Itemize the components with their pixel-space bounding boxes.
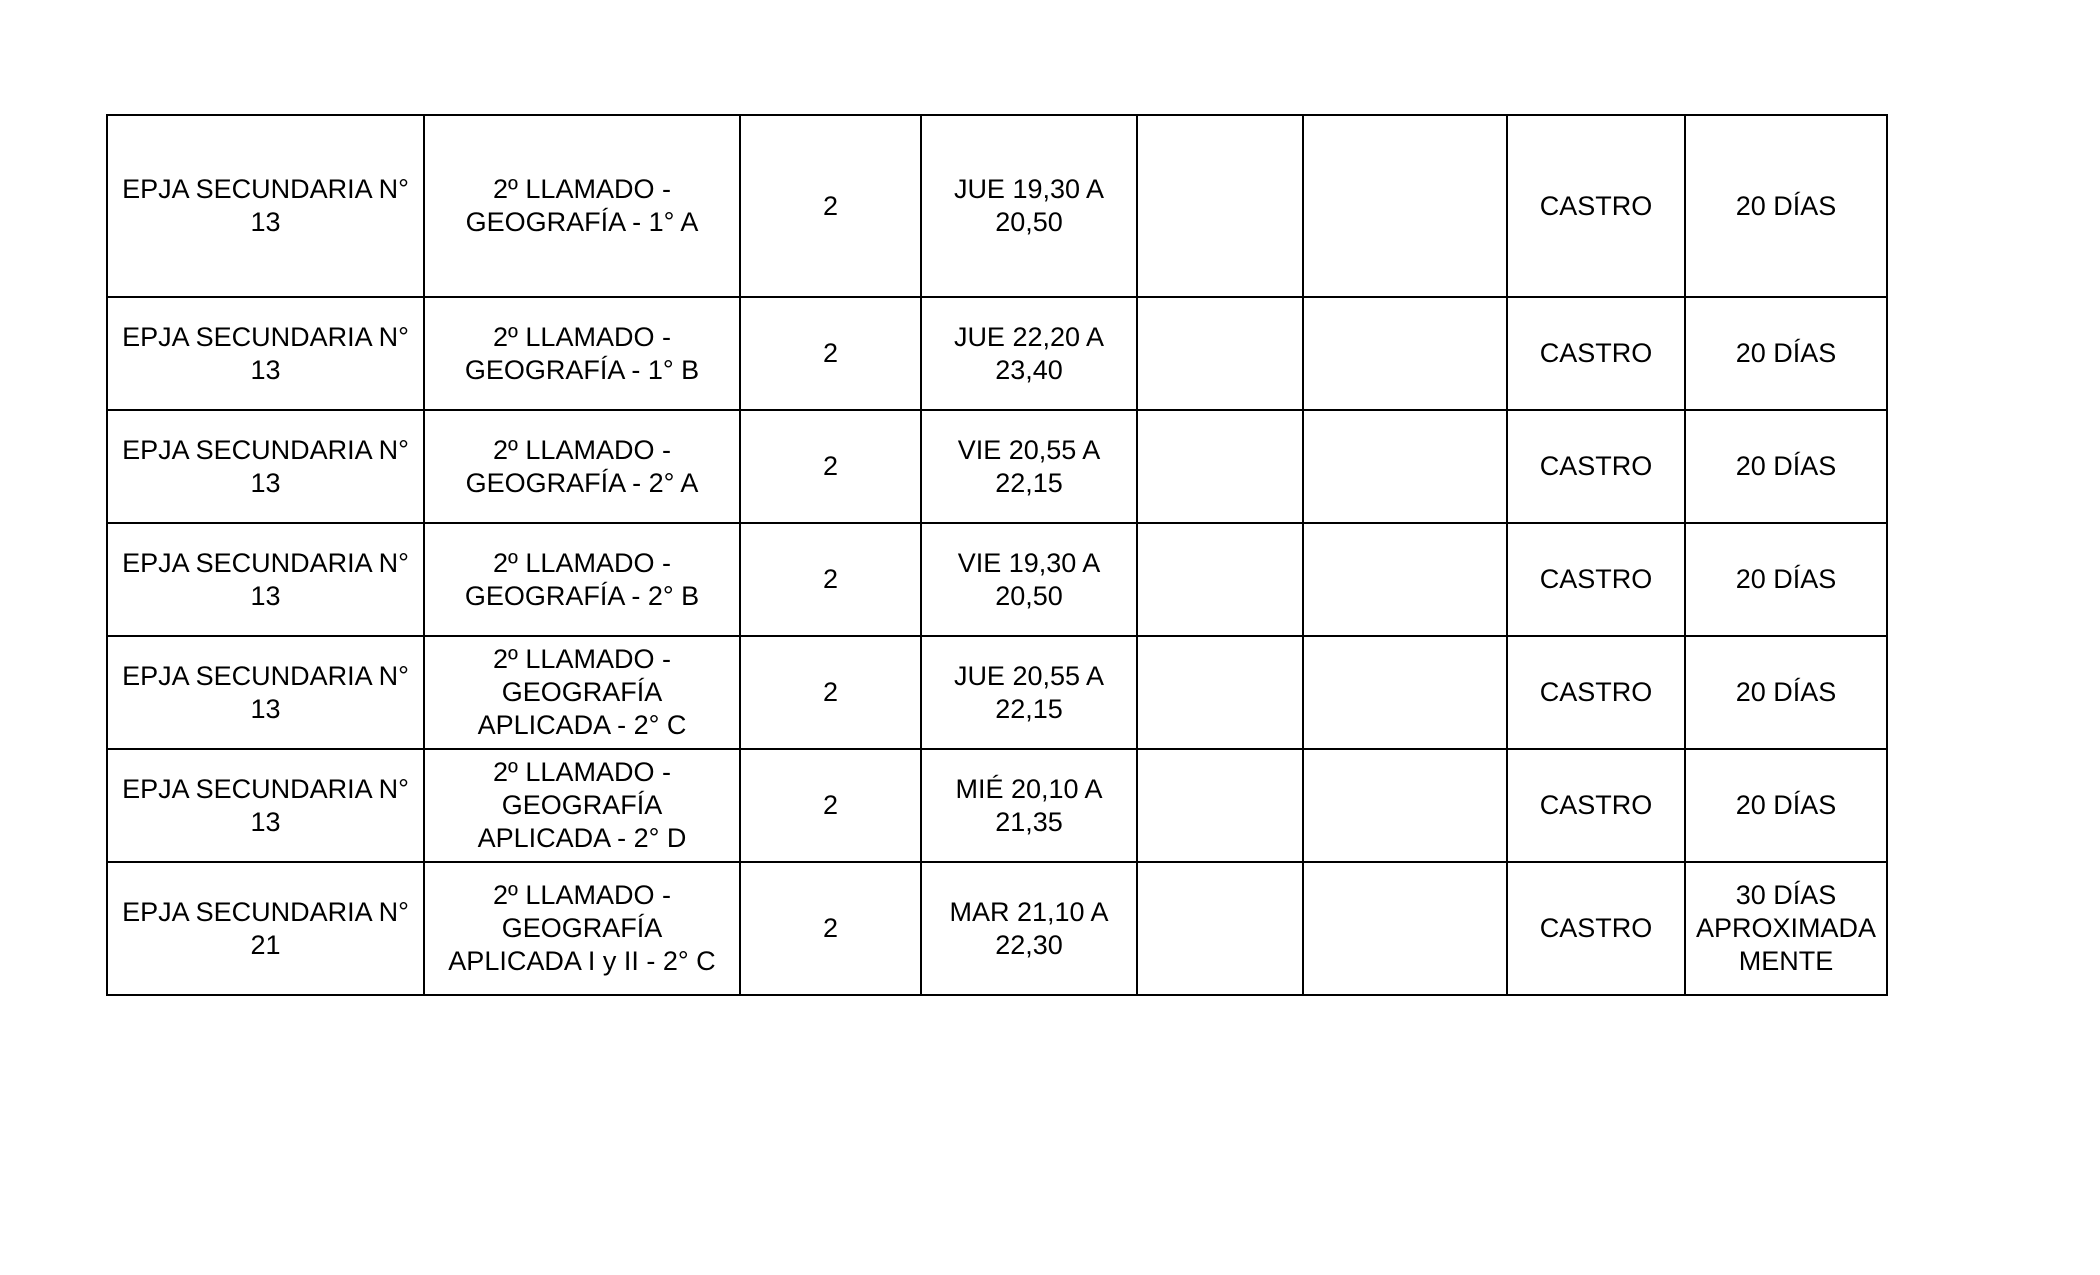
schedule-cell: MAR 21,10 A 22,30 bbox=[921, 862, 1137, 995]
school-cell: EPJA SECUNDARIA N° 21 bbox=[107, 862, 424, 995]
subject-cell: 2º LLAMADO - GEOGRAFÍA APLICADA I y II - 2° C bbox=[424, 862, 740, 995]
subject-cell: 2º LLAMADO - GEOGRAFÍA APLICADA - 2° C bbox=[424, 636, 740, 749]
empty-cell bbox=[1137, 297, 1303, 410]
duration-cell: 20 DÍAS bbox=[1685, 115, 1887, 297]
locality-cell: CASTRO bbox=[1507, 523, 1685, 636]
duration-cell: 20 DÍAS bbox=[1685, 523, 1887, 636]
vacancy-table bbox=[106, 114, 1888, 996]
hours-cell: 2 bbox=[740, 297, 921, 410]
schedule-cell: VIE 20,55 A 22,15 bbox=[921, 410, 1137, 523]
schedule-cell: VIE 19,30 A 20,50 bbox=[921, 523, 1137, 636]
empty-cell bbox=[1137, 115, 1303, 297]
table-body bbox=[107, 115, 1887, 995]
subject-cell: 2º LLAMADO - GEOGRAFÍA - 1° B bbox=[424, 297, 740, 410]
subject-cell: 2º LLAMADO - GEOGRAFÍA - 2° A bbox=[424, 410, 740, 523]
hours-cell: 2 bbox=[740, 115, 921, 297]
table-row bbox=[107, 862, 1887, 995]
table-row bbox=[107, 749, 1887, 862]
subject-cell: 2º LLAMADO - GEOGRAFÍA - 2° B bbox=[424, 523, 740, 636]
locality-cell: CASTRO bbox=[1507, 297, 1685, 410]
duration-cell: 20 DÍAS bbox=[1685, 297, 1887, 410]
school-cell: EPJA SECUNDARIA N° 13 bbox=[107, 115, 424, 297]
table-row bbox=[107, 297, 1887, 410]
locality-cell: CASTRO bbox=[1507, 749, 1685, 862]
hours-cell: 2 bbox=[740, 636, 921, 749]
duration-cell: 30 DÍAS APROXIMADA MENTE bbox=[1685, 862, 1887, 995]
schedule-cell: JUE 19,30 A 20,50 bbox=[921, 115, 1137, 297]
empty-cell bbox=[1303, 410, 1507, 523]
locality-cell: CASTRO bbox=[1507, 862, 1685, 995]
empty-cell bbox=[1303, 862, 1507, 995]
table-row bbox=[107, 636, 1887, 749]
schedule-cell: JUE 20,55 A 22,15 bbox=[921, 636, 1137, 749]
table-row bbox=[107, 410, 1887, 523]
school-cell: EPJA SECUNDARIA N° 13 bbox=[107, 297, 424, 410]
table-row bbox=[107, 523, 1887, 636]
empty-cell bbox=[1137, 636, 1303, 749]
empty-cell bbox=[1303, 115, 1507, 297]
empty-cell bbox=[1137, 862, 1303, 995]
empty-cell bbox=[1137, 523, 1303, 636]
school-cell: EPJA SECUNDARIA N° 13 bbox=[107, 410, 424, 523]
school-cell: EPJA SECUNDARIA N° 13 bbox=[107, 749, 424, 862]
empty-cell bbox=[1303, 523, 1507, 636]
table-row bbox=[107, 115, 1887, 297]
empty-cell bbox=[1137, 410, 1303, 523]
subject-cell: 2º LLAMADO - GEOGRAFÍA APLICADA - 2° D bbox=[424, 749, 740, 862]
duration-cell: 20 DÍAS bbox=[1685, 636, 1887, 749]
locality-cell: CASTRO bbox=[1507, 636, 1685, 749]
duration-cell: 20 DÍAS bbox=[1685, 749, 1887, 862]
locality-cell: CASTRO bbox=[1507, 115, 1685, 297]
hours-cell: 2 bbox=[740, 749, 921, 862]
hours-cell: 2 bbox=[740, 862, 921, 995]
locality-cell: CASTRO bbox=[1507, 410, 1685, 523]
school-cell: EPJA SECUNDARIA N° 13 bbox=[107, 523, 424, 636]
empty-cell bbox=[1303, 297, 1507, 410]
hours-cell: 2 bbox=[740, 523, 921, 636]
school-cell: EPJA SECUNDARIA N° 13 bbox=[107, 636, 424, 749]
empty-cell bbox=[1137, 749, 1303, 862]
subject-cell: 2º LLAMADO - GEOGRAFÍA - 1° A bbox=[424, 115, 740, 297]
duration-cell: 20 DÍAS bbox=[1685, 410, 1887, 523]
schedule-cell: MIÉ 20,10 A 21,35 bbox=[921, 749, 1137, 862]
empty-cell bbox=[1303, 636, 1507, 749]
schedule-cell: JUE 22,20 A 23,40 bbox=[921, 297, 1137, 410]
hours-cell: 2 bbox=[740, 410, 921, 523]
empty-cell bbox=[1303, 749, 1507, 862]
